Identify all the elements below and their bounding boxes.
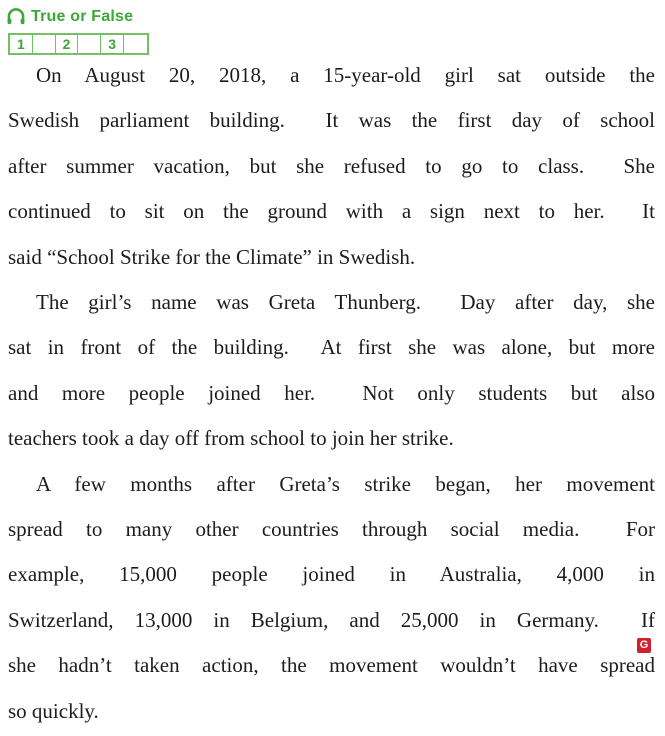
passage-line: and more people joined her. Not only students but also [8,380,655,405]
headphones-icon [6,7,26,26]
answer-blank-cell[interactable] [78,35,101,53]
answer-table [8,33,149,55]
section-header [6,7,133,26]
passage-line: so quickly. [8,698,99,723]
passage-line: A few months after Greta’s strike began, her movement [36,471,655,496]
passage-line: continued to sit on the ground with a sign next to her. It [8,199,655,224]
answer-number-cell: 1 [10,35,33,53]
answer-number-cell: 2 [56,35,79,53]
answer-blank-cell[interactable] [124,35,147,53]
passage-line: after summer vacation, but she refused to go to class. She [8,153,655,178]
passage-line: example, 15,000 people joined in Australia, 4,000 in [8,562,655,587]
section-title: True or False [31,7,134,25]
passage-line: teachers took a day off from school to join her strike. [8,426,454,451]
grammar-badge: G [637,638,651,653]
passage [8,53,655,734]
answer-blank-cell[interactable] [33,35,56,53]
passage-line: Switzerland, 13,000 in Belgium, and 25,000 in Germany. If [8,607,655,632]
passage-line: Swedish parliament building. It was the first day of school [8,108,655,133]
answer-number-cell: 3 [101,35,124,53]
passage-line: she hadn’t taken action, the movement wouldn’t have spread [8,653,655,678]
passage-line: spread to many other countries through social media. For [8,517,655,542]
passage-line: On August 20, 2018, a 15-year-old girl sat outside the [36,63,655,87]
passage-line: sat in front of the building. At first she was alone, but more [8,335,655,360]
passage-line: said “School Strike for the Climate” in Swedish. [8,244,416,269]
passage-line: The girl’s name was Greta Thunberg. Day after day, she [36,290,655,315]
